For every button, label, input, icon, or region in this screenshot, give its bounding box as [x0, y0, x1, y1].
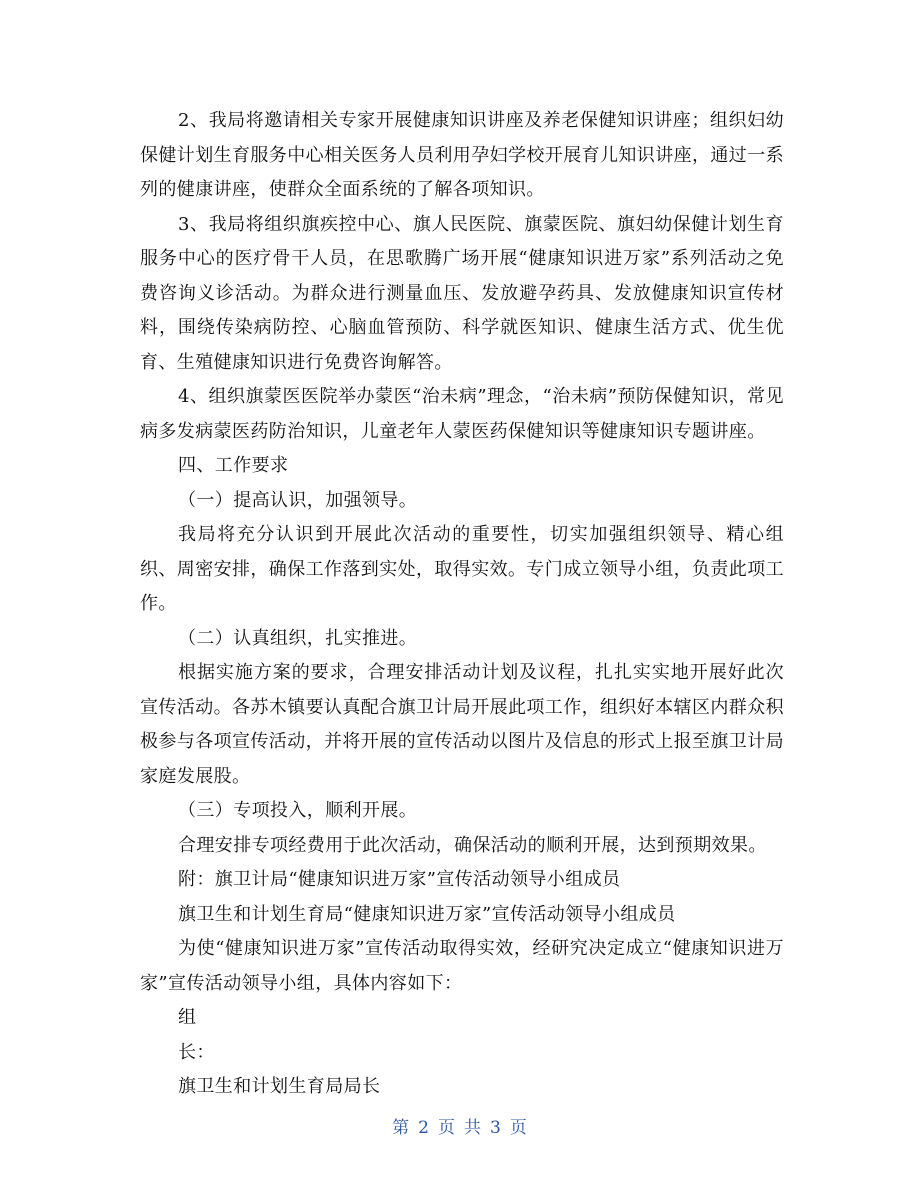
paragraph-funding: 合理安排专项经费用于此次活动，确保活动的顺利开展，达到预期效果。: [178, 834, 767, 856]
paragraph-item-3: 3、我局将组织旗疾控中心、旗人民医院、旗蒙医院、旗妇幼保健计划生育服务中心的医疗骨干人员，在思歌腾广场开展“健康知识进万家”系列活动之免费咨询义诊活动。为群众进行测量血压、发放避孕药具、发放健康知识宣传材料，围绕传染病防控、心脑血管预防、科学就医知识、健康生活方式、优生优育、生殖健康知识进行免费咨询解答。: [140, 213, 784, 373]
appendix-title: 附：旗卫计局“健康知识进万家”宣传活动领导小组成员: [178, 869, 621, 890]
footer-current-page: 2: [418, 1118, 430, 1138]
paragraph-group-establishment: 为使“健康知识进万家”宣传活动取得实效，经研究决定成立“健康知识进万家”宣传活动领导小组，具体内容如下：: [140, 938, 784, 994]
footer-prefix: 第: [392, 1118, 411, 1138]
group-leader-title: 旗卫生和计划生育局局长: [178, 1076, 381, 1097]
footer-page-word: 页: [438, 1118, 456, 1138]
subheading-1: （一）提高认识，加强领导。: [178, 489, 418, 511]
footer-total-pages: 3: [490, 1118, 502, 1138]
footer-suffix: 页: [509, 1118, 528, 1138]
appendix-subtitle: 旗卫生和计划生育局“健康知识进万家”宣传活动领导小组成员: [178, 903, 676, 925]
group-label-part1: 组: [178, 1007, 197, 1028]
subheading-2: （二）认真组织，扎实推进。: [178, 627, 418, 649]
footer-total-word: 共: [464, 1118, 482, 1138]
paragraph-leadership: 我局将充分认识到开展此次活动的重要性，切实加强组织领导、精心组织、周密安排，确保工作落到实处，取得实效。专门成立领导小组，负责此项工作。: [140, 524, 784, 614]
document-body: [140, 104, 784, 1105]
paragraph-item-4: 4、组织旗蒙医医院举办蒙医“治未病”理念，“治未病”预防保健知识，常见病多发病蒙医药防治知识，儿童老年人蒙医药保健知识等健康知识专题讲座。: [140, 386, 784, 442]
page-number-footer: [0, 1113, 920, 1138]
group-label-part2: 长：: [178, 1041, 215, 1063]
paragraph-implementation: 根据实施方案的要求，合理安排活动计划及议程，扎扎实实地开展好此次宣传活动。各苏木镇要认真配合旗卫计局开展此项工作，组织好本辖区内群众积极参与各项宣传活动，并将开展的宣传活动以图片及信息的形式上报至旗卫计局家庭发展股。: [140, 662, 784, 787]
section-heading-requirements: 四、工作要求: [178, 455, 289, 476]
subheading-3: （三）专项投入，顺利开展。: [178, 800, 418, 821]
paragraph-item-2: 2、我局将邀请相关专家开展健康知识讲座及养老保健知识讲座；组织妇幼保健计划生育服务中心相关医务人员利用孕妇学校开展育儿知识讲座，通过一系列的健康讲座，使群众全面系统的了解各项知识。: [140, 110, 784, 200]
